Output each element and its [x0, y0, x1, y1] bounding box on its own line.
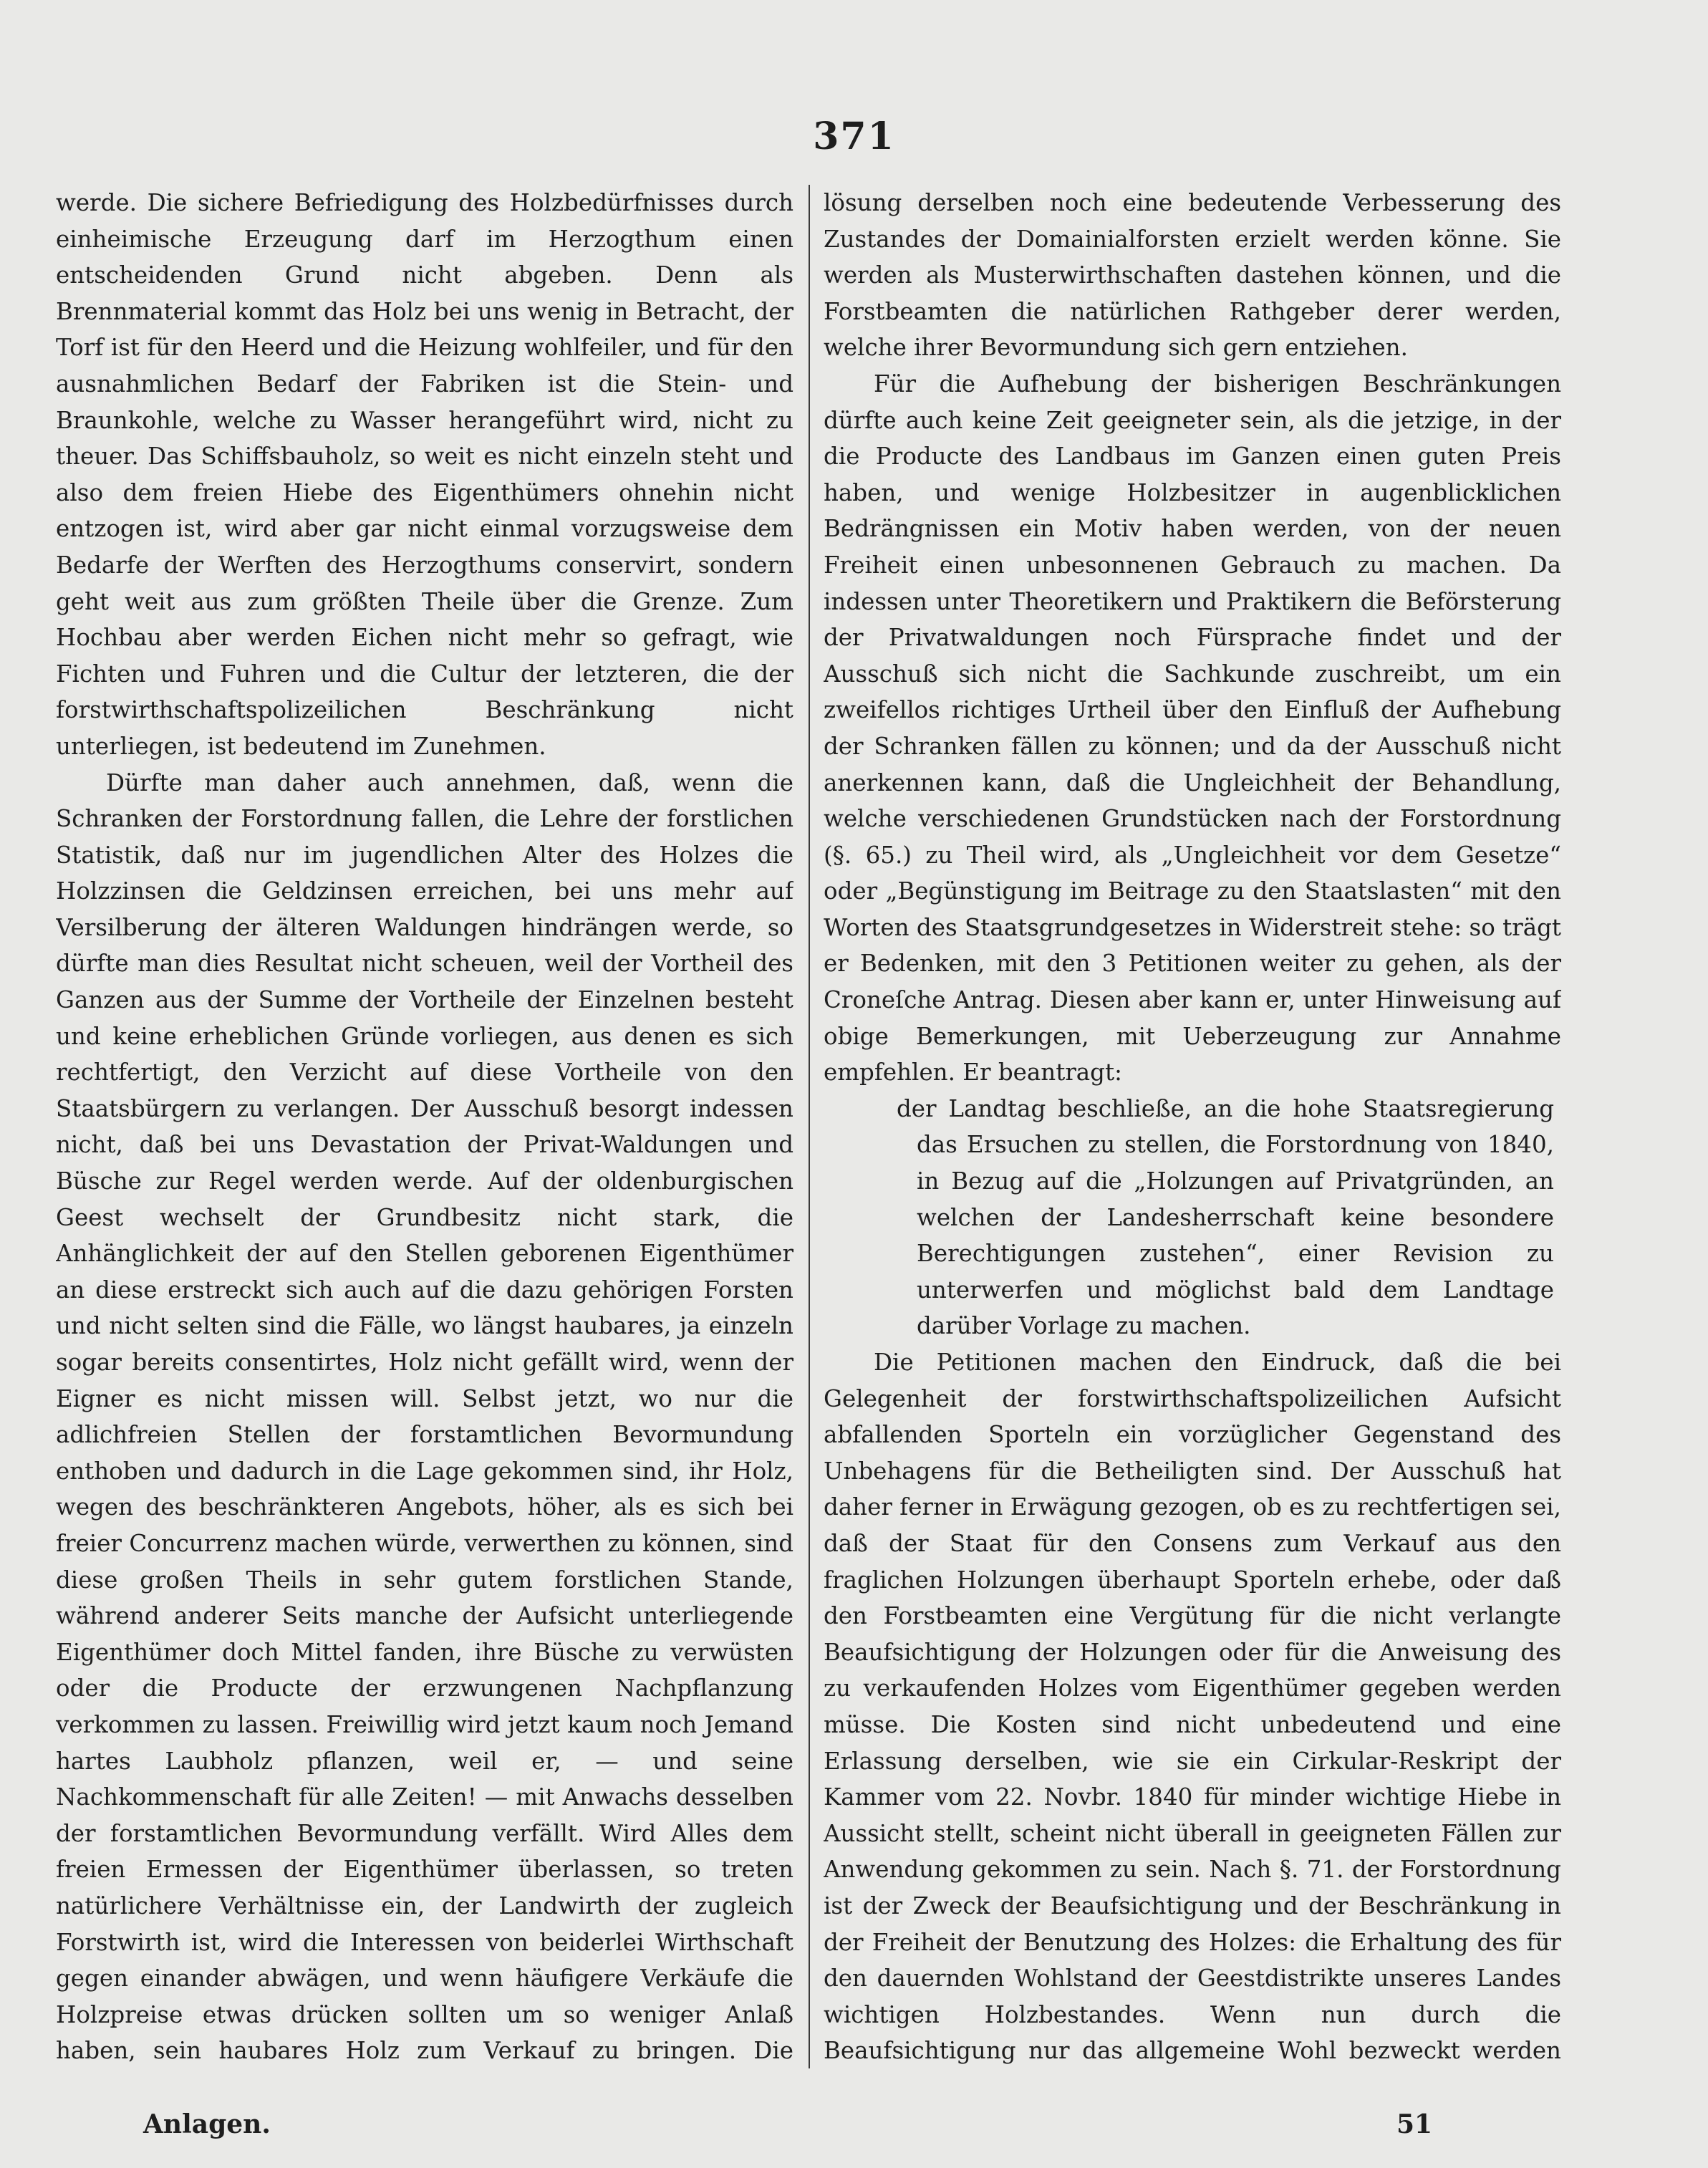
paragraph: Dürfte man daher auch annehmen, daß, wenn die Schranken der Forstordnung fallen, die Lehre der forstlichen Statistik, daß nur im jugendlichen Alter des Holzes die Holzzinsen die Geldzinsen erreichen, bei uns mehr auf Versilberung der älteren Waldungen hindrängen werde, so dürfte man dies Resultat nicht scheuen, weil der Vortheil des Ganzen aus der Summe der Vortheile der Einzelnen besteht und keine erheblichen Gründe vorliegen, aus denen es sich rechtfertigt, den Verzicht auf diese Vortheile von den Staatsbürgern zu verlangen. Der Ausschuß besorgt indessen nicht, daß bei uns Devastation der Privat-Waldungen und Büsche zur Regel werden werde. Auf der oldenburgischen Geest wechselt der Grundbesitz nicht stark, die Anhänglichkeit der auf den Stellen geborenen Eigenthümer an diese erstreckt sich auch auf die dazu gehörigen Forsten und nicht selten sind die Fälle, wo längst haubares, ja einzeln sogar bereits consentirtes, Holz nicht gefällt wird, wenn der Eigner es nicht missen will. Selbst jetzt, wo nur die adlichfreien Stellen der forstamtlichen Bevormundung enthoben und dadurch in die Lage gekommen sind, ihr Holz, wegen des beschränkteren Angebots, höher, als es sich bei freier Concurrenz machen würde, verwerthen zu können, sind diese großen Theils in sehr gutem forstlichen Stande, während anderer Seits manche der Aufsicht unterliegende Eigenthümer doch Mittel fanden, ihre Büsche zu verwüsten oder die Producte der erzwungenen Nachpflanzung verkommen zu lassen. Freiwillig wird jetzt kaum noch Jemand hartes Laubholz pflanzen, weil er, — und seine Nachkommenschaft für alle Zeiten! — mit Anwachs desselben der forstamtlichen Bevormundung verfällt. Wird Alles dem freien Ermessen der Eigenthümer überlassen, so treten natürlichere Verhältnisse ein, der Landwirth der zugleich Forstwirth ist, wird die Interessen von beiderlei Wirthschaft gegen einander abwägen, und wenn häufigere Verkäufe die Holzpreise etwas drücken sollten um so weniger Anlaß haben, sein haubares Holz zum Verkauf zu bringen. Die: [56, 769, 793, 2065]
column-divider: [809, 185, 810, 2068]
right-column: [824, 185, 1561, 2068]
paragraph: werde. Die sichere Befriedigung des Holzbedürfnisses durch einheimische Erzeugung darf im Herzogthum einen entscheidenden Grund nicht abgeben. Denn als Brennmaterial kommt das Holz bei uns wenig in Betracht, der Torf ist für den Heerd und die Heizung wohlfeiler, und für den ausnahmlichen Bedarf der Fabriken ist die Stein- und Braunkohle, welche zu Wasser herangeführt wird, nicht zu theuer. Das Schiffsbauholz, so weit es nicht einzeln steht und also dem freien Hiebe des Eigenthümers ohnehin nicht entzogen ist, wird aber gar nicht einmal vorzugsweise dem Bedarfe der Werften des Herzogthums conservirt, sondern geht weit aus zum größten Theile über die Grenze. Zum Hochbau aber werden Eichen nicht mehr so gefragt, wie Fichten und Fuhren und die Cultur der letzteren, die der forstwirthschaftspolizeilichen Beschränkung nicht unterliegen, ist bedeutend im Zunehmen.: [56, 189, 793, 760]
page-number: 371: [813, 115, 895, 158]
paragraph: Die Petitionen machen den Eindruck, daß die bei Gelegenheit der forstwirthschaftspolizeilichen Aufsicht abfallenden Sporteln ein vorzüglicher Gegenstand des Unbehagens für die Betheiligten sind. Der Ausschuß hat daher ferner in Erwägung gezogen, ob es zu rechtfertigen sei, daß der Staat für den Consens zum Verkauf aus den fraglichen Holzungen überhaupt Sporteln erhebe, oder daß den Forstbeamten eine Vergütung für die nicht verlangte Beaufsichtigung der Holzungen oder für die Anweisung des zu verkaufenden Holzes vom Eigenthümer gegeben werden müsse. Die Kosten sind nicht unbedeutend und eine Erlassung derselben, wie sie ein Cirkular-Reskript der Kammer vom 22. Novbr. 1840 für minder wichtige Hiebe in Aussicht stellt, scheint nicht überall in geeigneten Fällen zur Anwendung gekommen zu sein. Nach §. 71. der Forstordnung ist der Zweck der Beaufsichtigung und der Beschränkung in der Freiheit der Benutzung des Holzes: die Erhaltung des für den dauernden Wohlstand der Geestdistrikte unseres Landes wichtigen Holzbestandes. Wenn nun durch die Beaufsichtigung nur das allgemeine Wohl bezweckt werden: [824, 1349, 1561, 2065]
paragraph: Für die Aufhebung der bisherigen Beschränkungen dürfte auch keine Zeit geeigneter sein, als die jetzige, in der die Producte des Landbaus im Ganzen einen guten Preis haben, und wenige Holzbesitzer in augenblicklichen Bedrängnissen ein Motiv haben werden, von der neuen Freiheit einen unbesonnenen Gebrauch zu machen. Da indessen unter Theoretikern und Praktikern die Beförsterung der Privatwaldungen noch Fürsprache findet und der Ausschuß sich nicht die Sachkunde zuschreibt, um ein zweifellos richtiges Urtheil über den Einfluß der Aufhebung der Schranken fällen zu können; und da der Ausschuß nicht anerkennen kann, daß die Ungleichheit der Behandlung, welche verschiedenen Grundstücken nach der Forstordnung (§. 65.) zu Theil wird, als „Ungleichheit vor dem Gesetze“ oder „Begünstigung im Beitrage zu den Staatslasten“ mit den Worten des Staatsgrundgesetzes in Widerstreit stehe: so trägt er Bedenken, mit den 3 Petitionen weiter zu gehen, als der Croneſche Antrag. Diesen aber kann er, unter Hinweisung auf obige Bemerkungen, mit Ueberzeugung zur Annahme empfehlen. Er beantragt:: [824, 370, 1561, 1087]
left-column: [56, 185, 793, 2068]
motion-text: der Landtag beschließe, an die hohe Staatsregierung das Ersuchen zu stellen, die Forstordnung von 1840, in Bezug auf die „Holzungen auf Privatgründen, an welchen der Landesherrschaft keine besondere Berechtigungen zustehen“, einer Revision zu unterwerfen und möglichst bald dem Landtage darüber Vorlage zu machen.: [897, 1094, 1554, 1340]
paragraph: lösung derselben noch eine bedeutende Verbesserung des Zustandes der Domainialforsten erzielt werden könne. Sie werden als Musterwirthschaften dastehen können, und die Forstbeamten die natürlichen Rathgeber derer werden, welche ihrer Bevormundung sich gern entziehen.: [824, 189, 1561, 362]
footer-label: Anlagen.: [143, 2109, 271, 2139]
sheet-signature: 51: [1396, 2109, 1433, 2139]
